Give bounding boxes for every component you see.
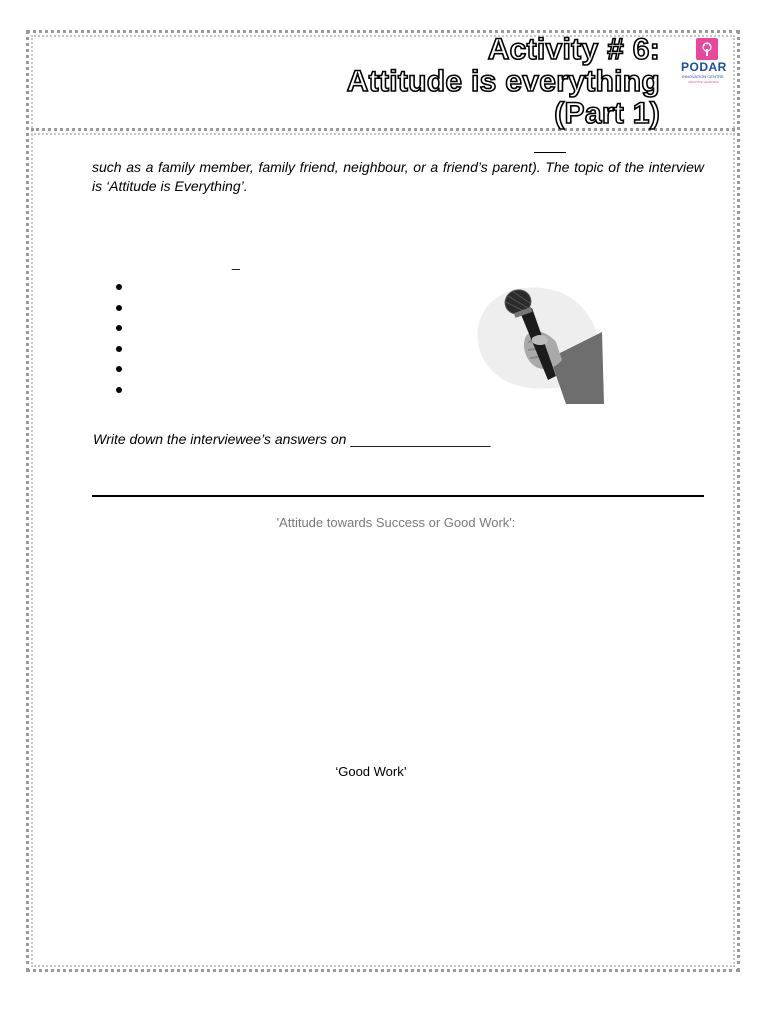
good-work-label: ‘Good Work’ [335,764,407,779]
tree-icon [698,40,716,58]
logo-subtitle: INNOVATION CENTRE [682,74,724,79]
section-heading: 'Attitude towards Success or Good Work': [276,515,516,530]
answers-blank: __________________ [350,431,491,447]
header-divider-inner [31,133,735,135]
section-divider [92,495,704,497]
bullet-dot [116,305,122,311]
microphone-hand-icon [470,280,606,404]
bullet-dot [116,325,122,331]
logo-tagline: CREATIVE LEARNING [688,80,719,84]
logo-wordmark: PODAR [681,60,727,74]
bullet-dot [116,284,122,290]
title-line-3: (Part 1) [554,97,660,130]
podar-logo [680,38,740,86]
intro-paragraph: such as a family member, family friend, neighbour, or a friend’s parent). The topic of the interview is ‘Attitude is Everything’. [92,159,704,194]
fill-dash: _ [232,254,240,270]
bullet-dot [116,346,122,352]
page-title [347,34,660,130]
title-line-1: Activity # 6: [487,33,660,66]
top-fill-blank [534,152,566,153]
bullet-dot [116,366,122,372]
bullet-dot [116,387,122,393]
answers-prompt: Write down the interviewee’s answers on [93,431,347,447]
title-line-2: Attitude is everything [346,65,660,98]
answers-instruction [93,431,490,447]
